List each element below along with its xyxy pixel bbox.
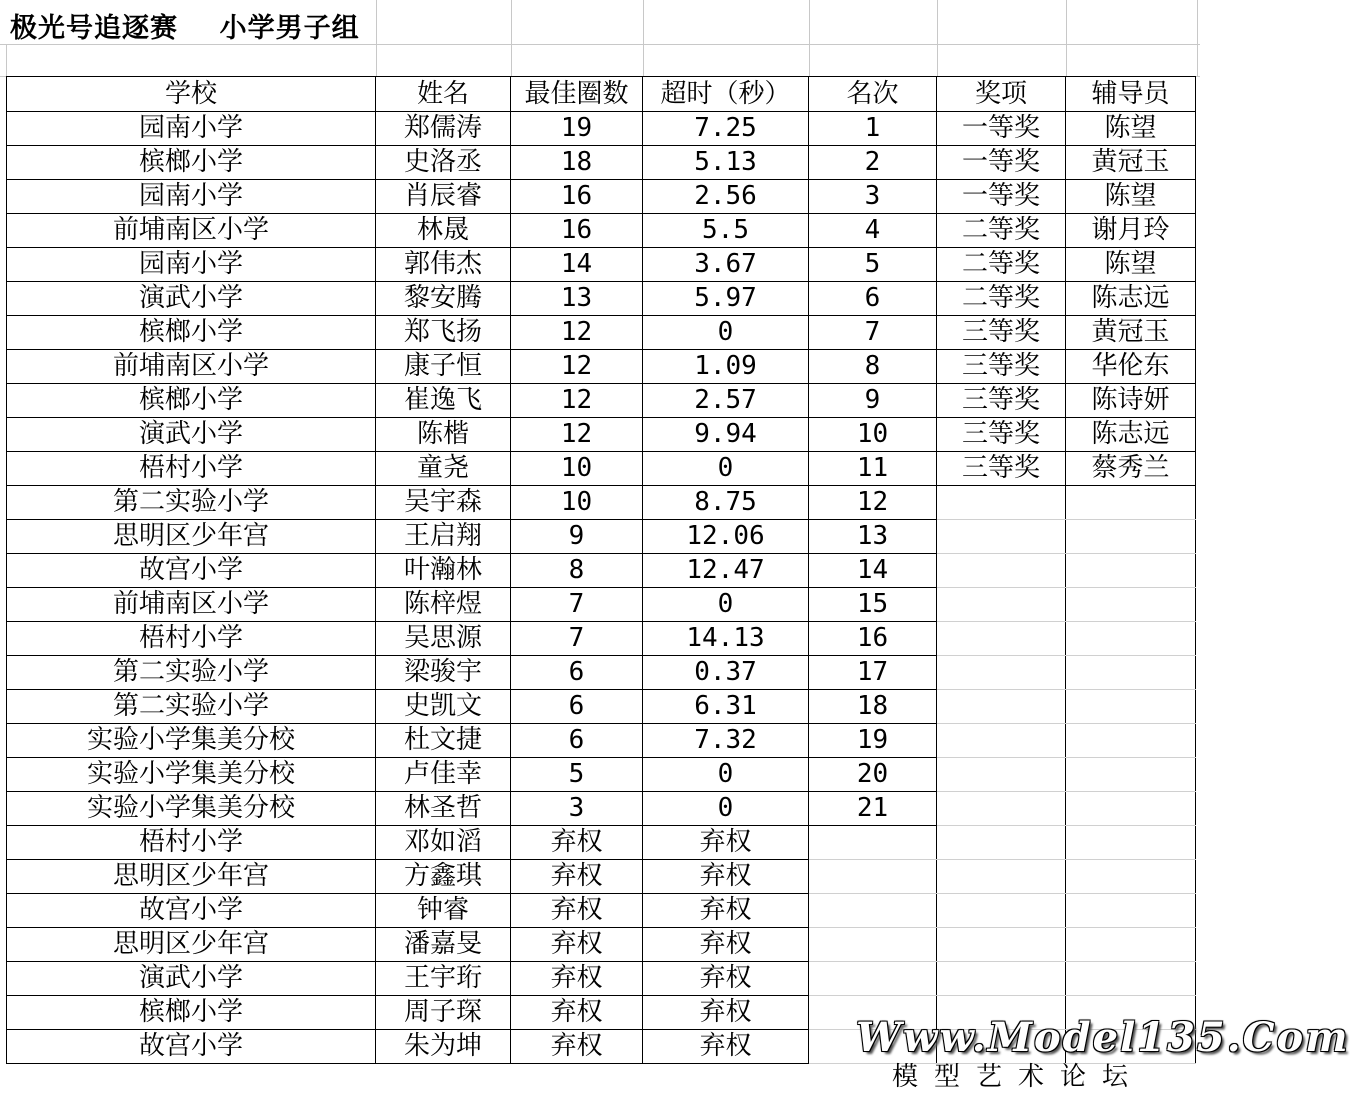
cell-rank: 2 xyxy=(809,146,937,180)
cell-rank xyxy=(809,928,937,962)
cell-best-laps: 8 xyxy=(511,554,643,588)
cell-school: 梧村小学 xyxy=(7,826,376,860)
cell-award xyxy=(937,554,1066,588)
cell-name: 康子恒 xyxy=(376,350,511,384)
cell-school: 梧村小学 xyxy=(7,452,376,486)
table-row xyxy=(7,452,1196,486)
cell-school: 槟榔小学 xyxy=(7,384,376,418)
cell-school: 梧村小学 xyxy=(7,622,376,656)
cell-coach xyxy=(1066,690,1196,724)
cell-overtime-seconds: 9.94 xyxy=(643,418,809,452)
cell-rank: 3 xyxy=(809,180,937,214)
header-row xyxy=(7,77,1196,112)
table-row xyxy=(7,826,1196,860)
cell-overtime-seconds: 5.5 xyxy=(643,214,809,248)
cell-school: 第二实验小学 xyxy=(7,656,376,690)
blank-row xyxy=(0,44,1200,77)
cell-coach: 陈志远 xyxy=(1066,418,1196,452)
cell-best-laps: 弃权 xyxy=(511,996,643,1030)
cell-overtime-seconds: 弃权 xyxy=(643,860,809,894)
cell-name: 陈楷 xyxy=(376,418,511,452)
cell-best-laps: 弃权 xyxy=(511,894,643,928)
cell-coach: 陈望 xyxy=(1066,112,1196,146)
cell-overtime-seconds: 1.09 xyxy=(643,350,809,384)
results-table xyxy=(6,76,1196,1064)
cell-school: 前埔南区小学 xyxy=(7,214,376,248)
cell-school: 槟榔小学 xyxy=(7,316,376,350)
cell-rank: 1 xyxy=(809,112,937,146)
cell-award xyxy=(937,894,1066,928)
title-row xyxy=(0,0,1200,45)
cell-coach xyxy=(1066,520,1196,554)
cell-school: 演武小学 xyxy=(7,418,376,452)
cell-overtime-seconds: 弃权 xyxy=(643,962,809,996)
cell-name: 邓如滔 xyxy=(376,826,511,860)
cell-overtime-seconds: 2.56 xyxy=(643,180,809,214)
cell-best-laps: 3 xyxy=(511,792,643,826)
cell-best-laps: 弃权 xyxy=(511,860,643,894)
cell-award xyxy=(937,486,1066,520)
cell-name: 郑儒涛 xyxy=(376,112,511,146)
cell-rank: 7 xyxy=(809,316,937,350)
column-header-name: 姓名 xyxy=(376,77,511,112)
cell-school: 故宫小学 xyxy=(7,1030,376,1064)
cell-name: 周子琛 xyxy=(376,996,511,1030)
cell-name: 吴思源 xyxy=(376,622,511,656)
cell-name: 王宇珩 xyxy=(376,962,511,996)
cell-coach: 黄冠玉 xyxy=(1066,146,1196,180)
cell-award: 一等奖 xyxy=(937,112,1066,146)
cell-best-laps: 7 xyxy=(511,622,643,656)
cell-rank: 14 xyxy=(809,554,937,588)
cell-best-laps: 5 xyxy=(511,758,643,792)
table-row xyxy=(7,146,1196,180)
cell-rank: 15 xyxy=(809,588,937,622)
cell-award: 三等奖 xyxy=(937,316,1066,350)
cell-coach xyxy=(1066,758,1196,792)
table-row xyxy=(7,588,1196,622)
cell-school: 故宫小学 xyxy=(7,554,376,588)
cell-coach: 华伦东 xyxy=(1066,350,1196,384)
cell-best-laps: 10 xyxy=(511,452,643,486)
cell-rank: 17 xyxy=(809,656,937,690)
column-header-coach: 辅导员 xyxy=(1066,77,1196,112)
cell-rank: 21 xyxy=(809,792,937,826)
table-row xyxy=(7,724,1196,758)
cell-coach xyxy=(1066,928,1196,962)
column-header-overtime-seconds: 超时（秒） xyxy=(643,77,809,112)
cell-award: 一等奖 xyxy=(937,146,1066,180)
table-row xyxy=(7,928,1196,962)
cell-name: 方鑫琪 xyxy=(376,860,511,894)
cell-overtime-seconds: 弃权 xyxy=(643,928,809,962)
cell-name: 童尧 xyxy=(376,452,511,486)
cell-award: 三等奖 xyxy=(937,384,1066,418)
cell-award xyxy=(937,520,1066,554)
cell-name: 卢佳幸 xyxy=(376,758,511,792)
cell-award: 三等奖 xyxy=(937,350,1066,384)
cell-best-laps: 6 xyxy=(511,656,643,690)
cell-name: 王启翔 xyxy=(376,520,511,554)
cell-rank: 13 xyxy=(809,520,937,554)
table-row xyxy=(7,758,1196,792)
cell-name: 林圣哲 xyxy=(376,792,511,826)
cell-rank xyxy=(809,962,937,996)
table-row xyxy=(7,622,1196,656)
table-row xyxy=(7,656,1196,690)
cell-award: 三等奖 xyxy=(937,418,1066,452)
cell-best-laps: 9 xyxy=(511,520,643,554)
cell-name: 肖辰睿 xyxy=(376,180,511,214)
cell-award xyxy=(937,860,1066,894)
cell-name: 梁骏宇 xyxy=(376,656,511,690)
cell-best-laps: 弃权 xyxy=(511,928,643,962)
cell-overtime-seconds: 弃权 xyxy=(643,1030,809,1064)
cell-award xyxy=(937,962,1066,996)
table-row xyxy=(7,316,1196,350)
cell-overtime-seconds: 5.13 xyxy=(643,146,809,180)
table-row xyxy=(7,418,1196,452)
column-header-rank: 名次 xyxy=(809,77,937,112)
cell-school: 思明区少年宫 xyxy=(7,928,376,962)
cell-school: 演武小学 xyxy=(7,962,376,996)
cell-best-laps: 13 xyxy=(511,282,643,316)
cell-name: 叶瀚林 xyxy=(376,554,511,588)
cell-award xyxy=(937,622,1066,656)
cell-overtime-seconds: 2.57 xyxy=(643,384,809,418)
cell-best-laps: 18 xyxy=(511,146,643,180)
table-row xyxy=(7,112,1196,146)
cell-coach xyxy=(1066,894,1196,928)
cell-overtime-seconds: 弃权 xyxy=(643,996,809,1030)
cell-coach: 陈望 xyxy=(1066,248,1196,282)
cell-overtime-seconds: 0 xyxy=(643,792,809,826)
cell-school: 故宫小学 xyxy=(7,894,376,928)
table-row xyxy=(7,248,1196,282)
cell-best-laps: 16 xyxy=(511,214,643,248)
cell-school: 实验小学集美分校 xyxy=(7,758,376,792)
cell-coach xyxy=(1066,792,1196,826)
cell-coach xyxy=(1066,588,1196,622)
cell-coach xyxy=(1066,826,1196,860)
cell-name: 黎安腾 xyxy=(376,282,511,316)
cell-name: 崔逸飞 xyxy=(376,384,511,418)
table-row xyxy=(7,282,1196,316)
cell-overtime-seconds: 0 xyxy=(643,316,809,350)
cell-coach xyxy=(1066,860,1196,894)
cell-overtime-seconds: 0 xyxy=(643,758,809,792)
cell-school: 思明区少年宫 xyxy=(7,860,376,894)
cell-name: 史凯文 xyxy=(376,690,511,724)
cell-award: 二等奖 xyxy=(937,248,1066,282)
cell-overtime-seconds: 14.13 xyxy=(643,622,809,656)
cell-coach: 黄冠玉 xyxy=(1066,316,1196,350)
cell-coach xyxy=(1066,622,1196,656)
cell-best-laps: 16 xyxy=(511,180,643,214)
table-row xyxy=(7,690,1196,724)
table-row xyxy=(7,962,1196,996)
cell-award: 二等奖 xyxy=(937,282,1066,316)
cell-award xyxy=(937,588,1066,622)
cell-name: 郑飞扬 xyxy=(376,316,511,350)
cell-school: 园南小学 xyxy=(7,180,376,214)
cell-award xyxy=(937,792,1066,826)
cell-rank: 9 xyxy=(809,384,937,418)
cell-rank xyxy=(809,826,937,860)
cell-name: 朱为坤 xyxy=(376,1030,511,1064)
cell-overtime-seconds: 弃权 xyxy=(643,826,809,860)
cell-award: 一等奖 xyxy=(937,180,1066,214)
column-header-award: 奖项 xyxy=(937,77,1066,112)
cell-award xyxy=(937,758,1066,792)
cell-school: 园南小学 xyxy=(7,248,376,282)
table-row xyxy=(7,554,1196,588)
cell-rank: 6 xyxy=(809,282,937,316)
cell-rank: 11 xyxy=(809,452,937,486)
cell-rank: 10 xyxy=(809,418,937,452)
cell-overtime-seconds: 5.97 xyxy=(643,282,809,316)
cell-overtime-seconds: 0 xyxy=(643,452,809,486)
cell-school: 前埔南区小学 xyxy=(7,588,376,622)
table-row xyxy=(7,384,1196,418)
cell-best-laps: 6 xyxy=(511,724,643,758)
cell-best-laps: 7 xyxy=(511,588,643,622)
cell-coach: 谢月玲 xyxy=(1066,214,1196,248)
cell-rank: 19 xyxy=(809,724,937,758)
table-row xyxy=(7,520,1196,554)
cell-overtime-seconds: 12.06 xyxy=(643,520,809,554)
table-row xyxy=(7,894,1196,928)
cell-best-laps: 6 xyxy=(511,690,643,724)
cell-best-laps: 弃权 xyxy=(511,826,643,860)
table-row xyxy=(7,792,1196,826)
cell-best-laps: 10 xyxy=(511,486,643,520)
cell-name: 潘嘉旻 xyxy=(376,928,511,962)
cell-school: 实验小学集美分校 xyxy=(7,724,376,758)
cell-overtime-seconds: 8.75 xyxy=(643,486,809,520)
cell-school: 前埔南区小学 xyxy=(7,350,376,384)
cell-school: 思明区少年宫 xyxy=(7,520,376,554)
cell-coach: 陈诗妍 xyxy=(1066,384,1196,418)
watermark-logo: Www.Model135.Com xyxy=(856,1014,1350,1061)
cell-best-laps: 弃权 xyxy=(511,962,643,996)
cell-rank: 8 xyxy=(809,350,937,384)
cell-rank: 5 xyxy=(809,248,937,282)
cell-best-laps: 12 xyxy=(511,350,643,384)
table-row xyxy=(7,350,1196,384)
cell-name: 陈梓煜 xyxy=(376,588,511,622)
cell-rank: 4 xyxy=(809,214,937,248)
cell-rank: 12 xyxy=(809,486,937,520)
cell-best-laps: 弃权 xyxy=(511,1030,643,1064)
table-row xyxy=(7,214,1196,248)
cell-award: 三等奖 xyxy=(937,452,1066,486)
cell-rank: 16 xyxy=(809,622,937,656)
cell-school: 槟榔小学 xyxy=(7,996,376,1030)
cell-best-laps: 12 xyxy=(511,316,643,350)
cell-coach xyxy=(1066,486,1196,520)
cell-school: 第二实验小学 xyxy=(7,690,376,724)
table-row xyxy=(7,860,1196,894)
cell-best-laps: 14 xyxy=(511,248,643,282)
cell-award xyxy=(937,928,1066,962)
cell-overtime-seconds: 7.25 xyxy=(643,112,809,146)
cell-school: 园南小学 xyxy=(7,112,376,146)
cell-award xyxy=(937,724,1066,758)
cell-best-laps: 12 xyxy=(511,418,643,452)
cell-coach: 蔡秀兰 xyxy=(1066,452,1196,486)
cell-coach: 陈望 xyxy=(1066,180,1196,214)
cell-award: 二等奖 xyxy=(937,214,1066,248)
sheet-title: 极光号追逐赛 小学男子组 xyxy=(10,13,360,44)
cell-overtime-seconds: 6.31 xyxy=(643,690,809,724)
table-row xyxy=(7,180,1196,214)
cell-best-laps: 19 xyxy=(511,112,643,146)
cell-overtime-seconds: 弃权 xyxy=(643,894,809,928)
cell-coach xyxy=(1066,656,1196,690)
cell-name: 林晟 xyxy=(376,214,511,248)
cell-rank: 18 xyxy=(809,690,937,724)
watermark-subtitle: 模型艺术论坛 xyxy=(892,1062,1145,1092)
cell-coach xyxy=(1066,554,1196,588)
cell-name: 杜文捷 xyxy=(376,724,511,758)
cell-award xyxy=(937,826,1066,860)
cell-award xyxy=(937,656,1066,690)
cell-coach xyxy=(1066,962,1196,996)
cell-rank xyxy=(809,894,937,928)
cell-rank: 20 xyxy=(809,758,937,792)
cell-school: 演武小学 xyxy=(7,282,376,316)
cell-overtime-seconds: 0.37 xyxy=(643,656,809,690)
cell-overtime-seconds: 3.67 xyxy=(643,248,809,282)
cell-overtime-seconds: 0 xyxy=(643,588,809,622)
cell-school: 槟榔小学 xyxy=(7,146,376,180)
cell-coach xyxy=(1066,724,1196,758)
cell-rank xyxy=(809,860,937,894)
cell-school: 实验小学集美分校 xyxy=(7,792,376,826)
cell-school: 第二实验小学 xyxy=(7,486,376,520)
cell-overtime-seconds: 12.47 xyxy=(643,554,809,588)
cell-name: 吴宇森 xyxy=(376,486,511,520)
cell-award xyxy=(937,690,1066,724)
cell-name: 史洛丞 xyxy=(376,146,511,180)
cell-overtime-seconds: 7.32 xyxy=(643,724,809,758)
cell-name: 郭伟杰 xyxy=(376,248,511,282)
cell-best-laps: 12 xyxy=(511,384,643,418)
column-header-best-laps: 最佳圈数 xyxy=(511,77,643,112)
cell-name: 钟睿 xyxy=(376,894,511,928)
column-header-school: 学校 xyxy=(7,77,376,112)
table-row xyxy=(7,486,1196,520)
cell-coach: 陈志远 xyxy=(1066,282,1196,316)
